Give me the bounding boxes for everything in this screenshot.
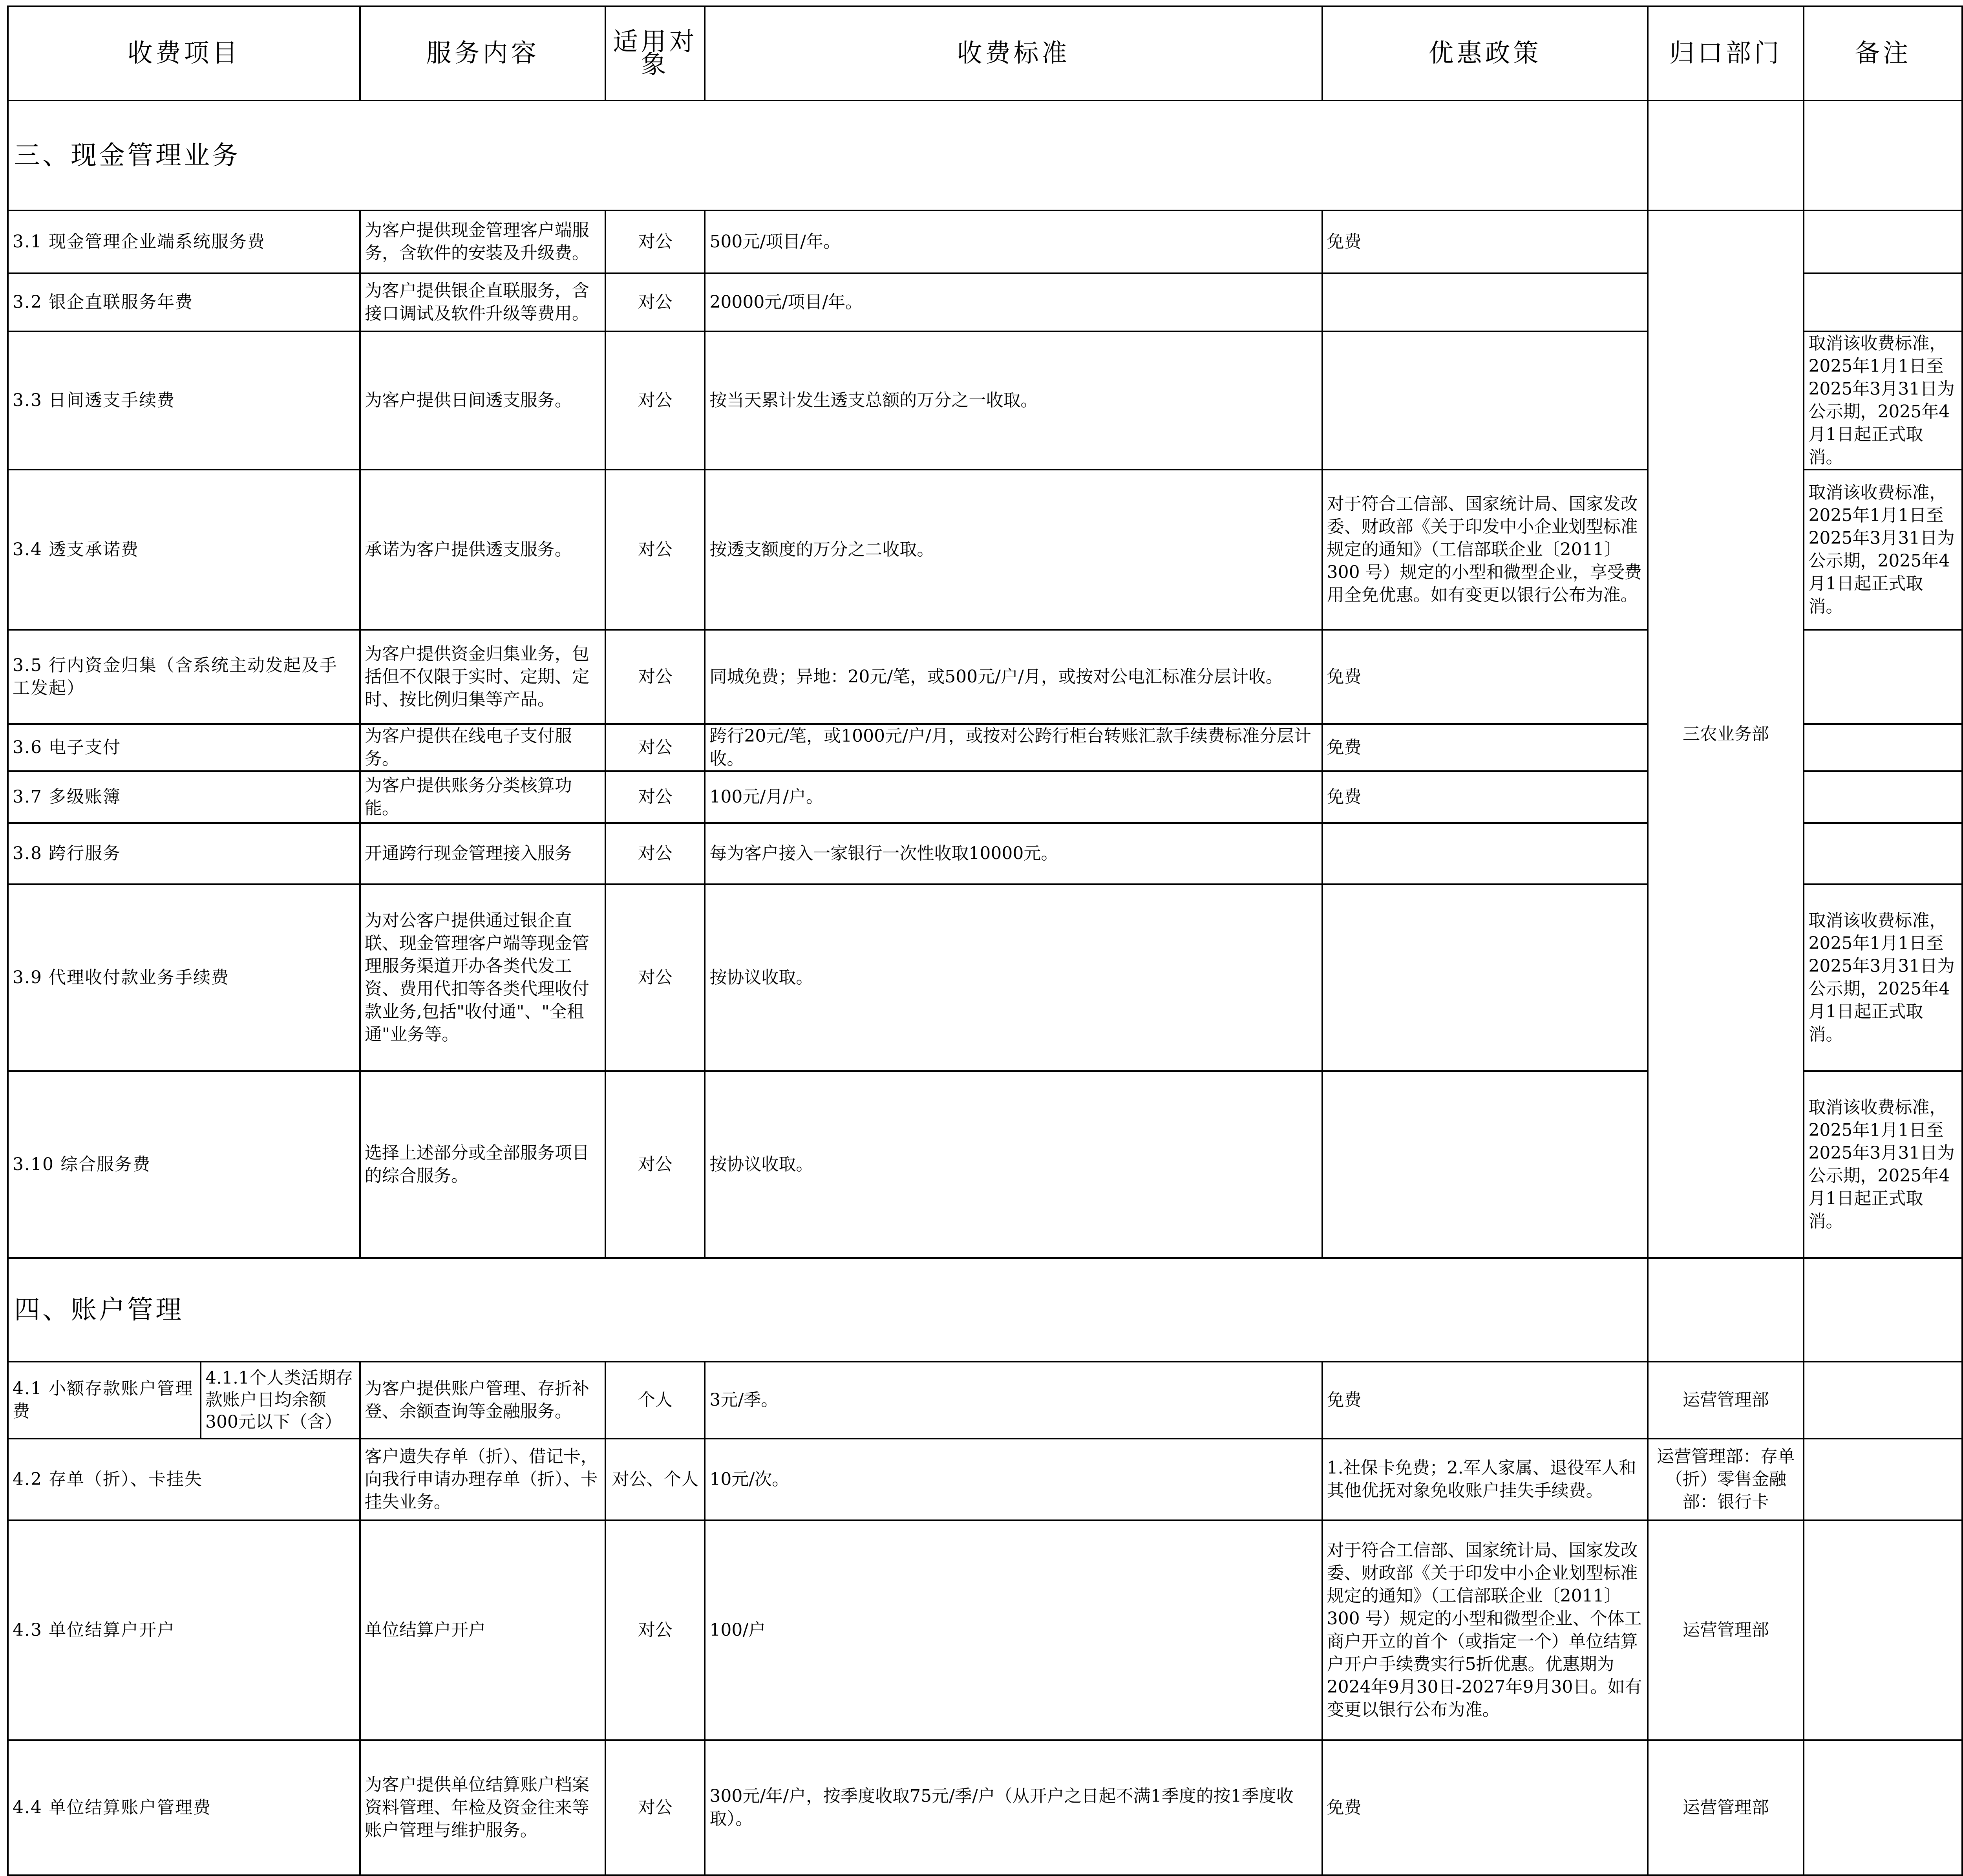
fee-service: 为客户提供单位结算账户档案资料管理、年检及资金往来等账户管理与维护服务。	[360, 1740, 605, 1875]
fee-target: 对公、个人	[605, 1439, 705, 1520]
fee-discount: 免费	[1322, 724, 1648, 771]
fee-item: 3.2 银企直联服务年费	[8, 273, 360, 331]
fee-service: 客户遗失存单（折）、借记卡，向我行申请办理存单（折）、卡挂失业务。	[360, 1439, 605, 1520]
fee-discount: 免费	[1322, 630, 1648, 724]
fee-item: 4.4 单位结算账户管理费	[8, 1740, 360, 1875]
fee-item: 4.3 单位结算户开户	[8, 1520, 360, 1740]
fee-item: 3.5 行内资金归集（含系统主动发起及手工发起）	[8, 630, 360, 724]
fee-service: 开通跨行现金管理接入服务	[360, 823, 605, 884]
fee-service: 为客户提供在线电子支付服务。	[360, 724, 605, 771]
fee-dept: 运营管理部：存单（折）零售金融部：银行卡	[1648, 1439, 1804, 1520]
fee-discount: 对于符合工信部、国家统计局、国家发改委、财政部《关于印发中小企业划型标准规定的通知》（工信部联企业〔2011〕300 号）规定的小型和微型企业，享受费用全免优惠。如有变更以银行公布为准。	[1322, 470, 1648, 630]
fee-target: 对公	[605, 210, 705, 273]
fee-standard: 500元/项目/年。	[705, 210, 1322, 273]
fee-item: 3.7 多级账簿	[8, 771, 360, 823]
fee-target: 对公	[605, 1520, 705, 1740]
fee-note	[1804, 1520, 1962, 1740]
section-empty-cell	[1648, 101, 1804, 210]
fee-service: 选择上述部分或全部服务项目的综合服务。	[360, 1071, 605, 1258]
fee-note	[1804, 771, 1962, 823]
fee-note	[1804, 823, 1962, 884]
fee-item: 4.2 存单（折）、卡挂失	[8, 1439, 360, 1520]
fee-discount	[1322, 823, 1648, 884]
section-empty-cell	[1804, 101, 1962, 210]
header-dept: 归口部门	[1648, 6, 1804, 101]
fee-standard: 同城免费；异地：20元/笔，或500元/户/月，或按对公电汇标准分层计收。	[705, 630, 1322, 724]
fee-discount	[1322, 884, 1648, 1071]
header-note: 备注	[1804, 6, 1962, 101]
fee-service: 单位结算户开户	[360, 1520, 605, 1740]
fee-note	[1804, 630, 1962, 724]
fee-service: 为客户提供资金归集业务，包括但不仅限于实时、定期、定时、按比例归集等产品。	[360, 630, 605, 724]
fee-standard: 跨行20元/笔，或1000元/户/月，或按对公跨行柜台转账汇款手续费标准分层计收。	[705, 724, 1322, 771]
fee-item: 3.6 电子支付	[8, 724, 360, 771]
fee-standard: 按协议收取。	[705, 884, 1322, 1071]
table-row	[8, 1362, 1962, 1439]
fee-target: 对公	[605, 1740, 705, 1875]
fee-target: 对公	[605, 630, 705, 724]
fee-service: 为对公客户提供通过银企直联、现金管理客户端等现金管理服务渠道开办各类代发工资、费用代扣等各类代理收付款业务,包括"收付通"、"全租通"业务等。	[360, 884, 605, 1071]
fee-dept: 运营管理部	[1648, 1520, 1804, 1740]
fee-note: 取消该收费标准，2025年1月1日至2025年3月31日为公示期，2025年4月1日起正式取消。	[1804, 331, 1962, 470]
table-row	[8, 1520, 1962, 1740]
fee-standard: 10元/次。	[705, 1439, 1322, 1520]
fee-service: 为客户提供账务分类核算功能。	[360, 771, 605, 823]
fee-discount: 免费	[1322, 210, 1648, 273]
section-empty-cell	[1648, 1258, 1804, 1362]
fee-dept: 三农业务部	[1648, 210, 1804, 1258]
fee-item: 3.10 综合服务费	[8, 1071, 360, 1258]
fee-standard: 100/户	[705, 1520, 1322, 1740]
fee-note	[1804, 1439, 1962, 1520]
fee-discount	[1322, 1071, 1648, 1258]
header-row	[8, 6, 1962, 101]
fee-service: 为客户提供账户管理、存折补登、余额查询等金融服务。	[360, 1362, 605, 1439]
header-service: 服务内容	[360, 6, 605, 101]
fee-standard: 按协议收取。	[705, 1071, 1322, 1258]
fee-discount	[1322, 273, 1648, 331]
fee-standard: 按透支额度的万分之二收取。	[705, 470, 1322, 630]
fee-item: 4.1 小额存款账户管理费	[8, 1362, 201, 1439]
fee-dept: 运营管理部	[1648, 1740, 1804, 1875]
fee-discount: 对于符合工信部、国家统计局、国家发改委、财政部《关于印发中小企业划型标准规定的通知》（工信部联企业〔2011〕300 号）规定的小型和微型企业、个体工商户开立的首个（或指定一个）单位结算户开户手续费实行5折优惠。优惠期为2024年9月30日-2027年9月30日。如有变更以银行公布为准。	[1322, 1520, 1648, 1740]
fee-target: 对公	[605, 1071, 705, 1258]
fee-target: 对公	[605, 724, 705, 771]
fee-service: 为客户提供日间透支服务。	[360, 331, 605, 470]
header-standard: 收费标准	[705, 6, 1322, 101]
fee-target: 对公	[605, 771, 705, 823]
fee-standard: 100元/月/户。	[705, 771, 1322, 823]
section-title: 四、账户管理	[8, 1258, 1648, 1362]
fee-target: 对公	[605, 331, 705, 470]
fee-subitem: 4.1.1个人类活期存款账户日均余额300元以下（含）	[201, 1362, 360, 1439]
fee-note	[1804, 210, 1962, 273]
fee-item: 3.3 日间透支手续费	[8, 331, 360, 470]
section-row	[8, 1258, 1962, 1362]
section-row	[8, 101, 1962, 210]
table-row	[8, 210, 1962, 273]
table-row	[8, 1439, 1962, 1520]
fee-note	[1804, 1740, 1962, 1875]
section-title: 三、现金管理业务	[8, 101, 1648, 210]
header-item: 收费项目	[8, 6, 360, 101]
fee-standard: 20000元/项目/年。	[705, 273, 1322, 331]
fee-item: 3.4 透支承诺费	[8, 470, 360, 630]
header-target: 适用对象	[605, 6, 705, 101]
fee-note: 取消该收费标准，2025年1月1日至2025年3月31日为公示期，2025年4月1日起正式取消。	[1804, 1071, 1962, 1258]
fee-schedule-table	[7, 5, 1963, 1876]
header-discount: 优惠政策	[1322, 6, 1648, 101]
fee-discount	[1322, 331, 1648, 470]
fee-target: 对公	[605, 884, 705, 1071]
fee-discount: 免费	[1322, 1362, 1648, 1439]
fee-target: 对公	[605, 823, 705, 884]
fee-note	[1804, 273, 1962, 331]
fee-item: 3.1 现金管理企业端系统服务费	[8, 210, 360, 273]
fee-note: 取消该收费标准，2025年1月1日至2025年3月31日为公示期，2025年4月1日起正式取消。	[1804, 884, 1962, 1071]
section-empty-cell	[1804, 1258, 1962, 1362]
fee-item: 3.8 跨行服务	[8, 823, 360, 884]
fee-discount: 免费	[1322, 771, 1648, 823]
fee-target: 个人	[605, 1362, 705, 1439]
fee-standard: 3元/季。	[705, 1362, 1322, 1439]
fee-target: 对公	[605, 273, 705, 331]
table-row	[8, 1740, 1962, 1875]
fee-service: 为客户提供银企直联服务，含接口调试及软件升级等费用。	[360, 273, 605, 331]
fee-discount: 免费	[1322, 1740, 1648, 1875]
fee-standard: 按当天累计发生透支总额的万分之一收取。	[705, 331, 1322, 470]
fee-standard: 300元/年/户，按季度收取75元/季/户（从开户之日起不满1季度的按1季度收取）。	[705, 1740, 1322, 1875]
fee-item: 3.9 代理收付款业务手续费	[8, 884, 360, 1071]
fee-table-wrapper	[7, 5, 1963, 1876]
fee-note: 取消该收费标准，2025年1月1日至2025年3月31日为公示期，2025年4月1日起正式取消。	[1804, 470, 1962, 630]
fee-note	[1804, 1362, 1962, 1439]
fee-dept: 运营管理部	[1648, 1362, 1804, 1439]
fee-discount: 1.社保卡免费；2.军人家属、退役军人和其他优抚对象免收账户挂失手续费。	[1322, 1439, 1648, 1520]
fee-service: 承诺为客户提供透支服务。	[360, 470, 605, 630]
fee-note	[1804, 724, 1962, 771]
fee-service: 为客户提供现金管理客户端服务，含软件的安装及升级费。	[360, 210, 605, 273]
fee-target: 对公	[605, 470, 705, 630]
fee-standard: 每为客户接入一家银行一次性收取10000元。	[705, 823, 1322, 884]
